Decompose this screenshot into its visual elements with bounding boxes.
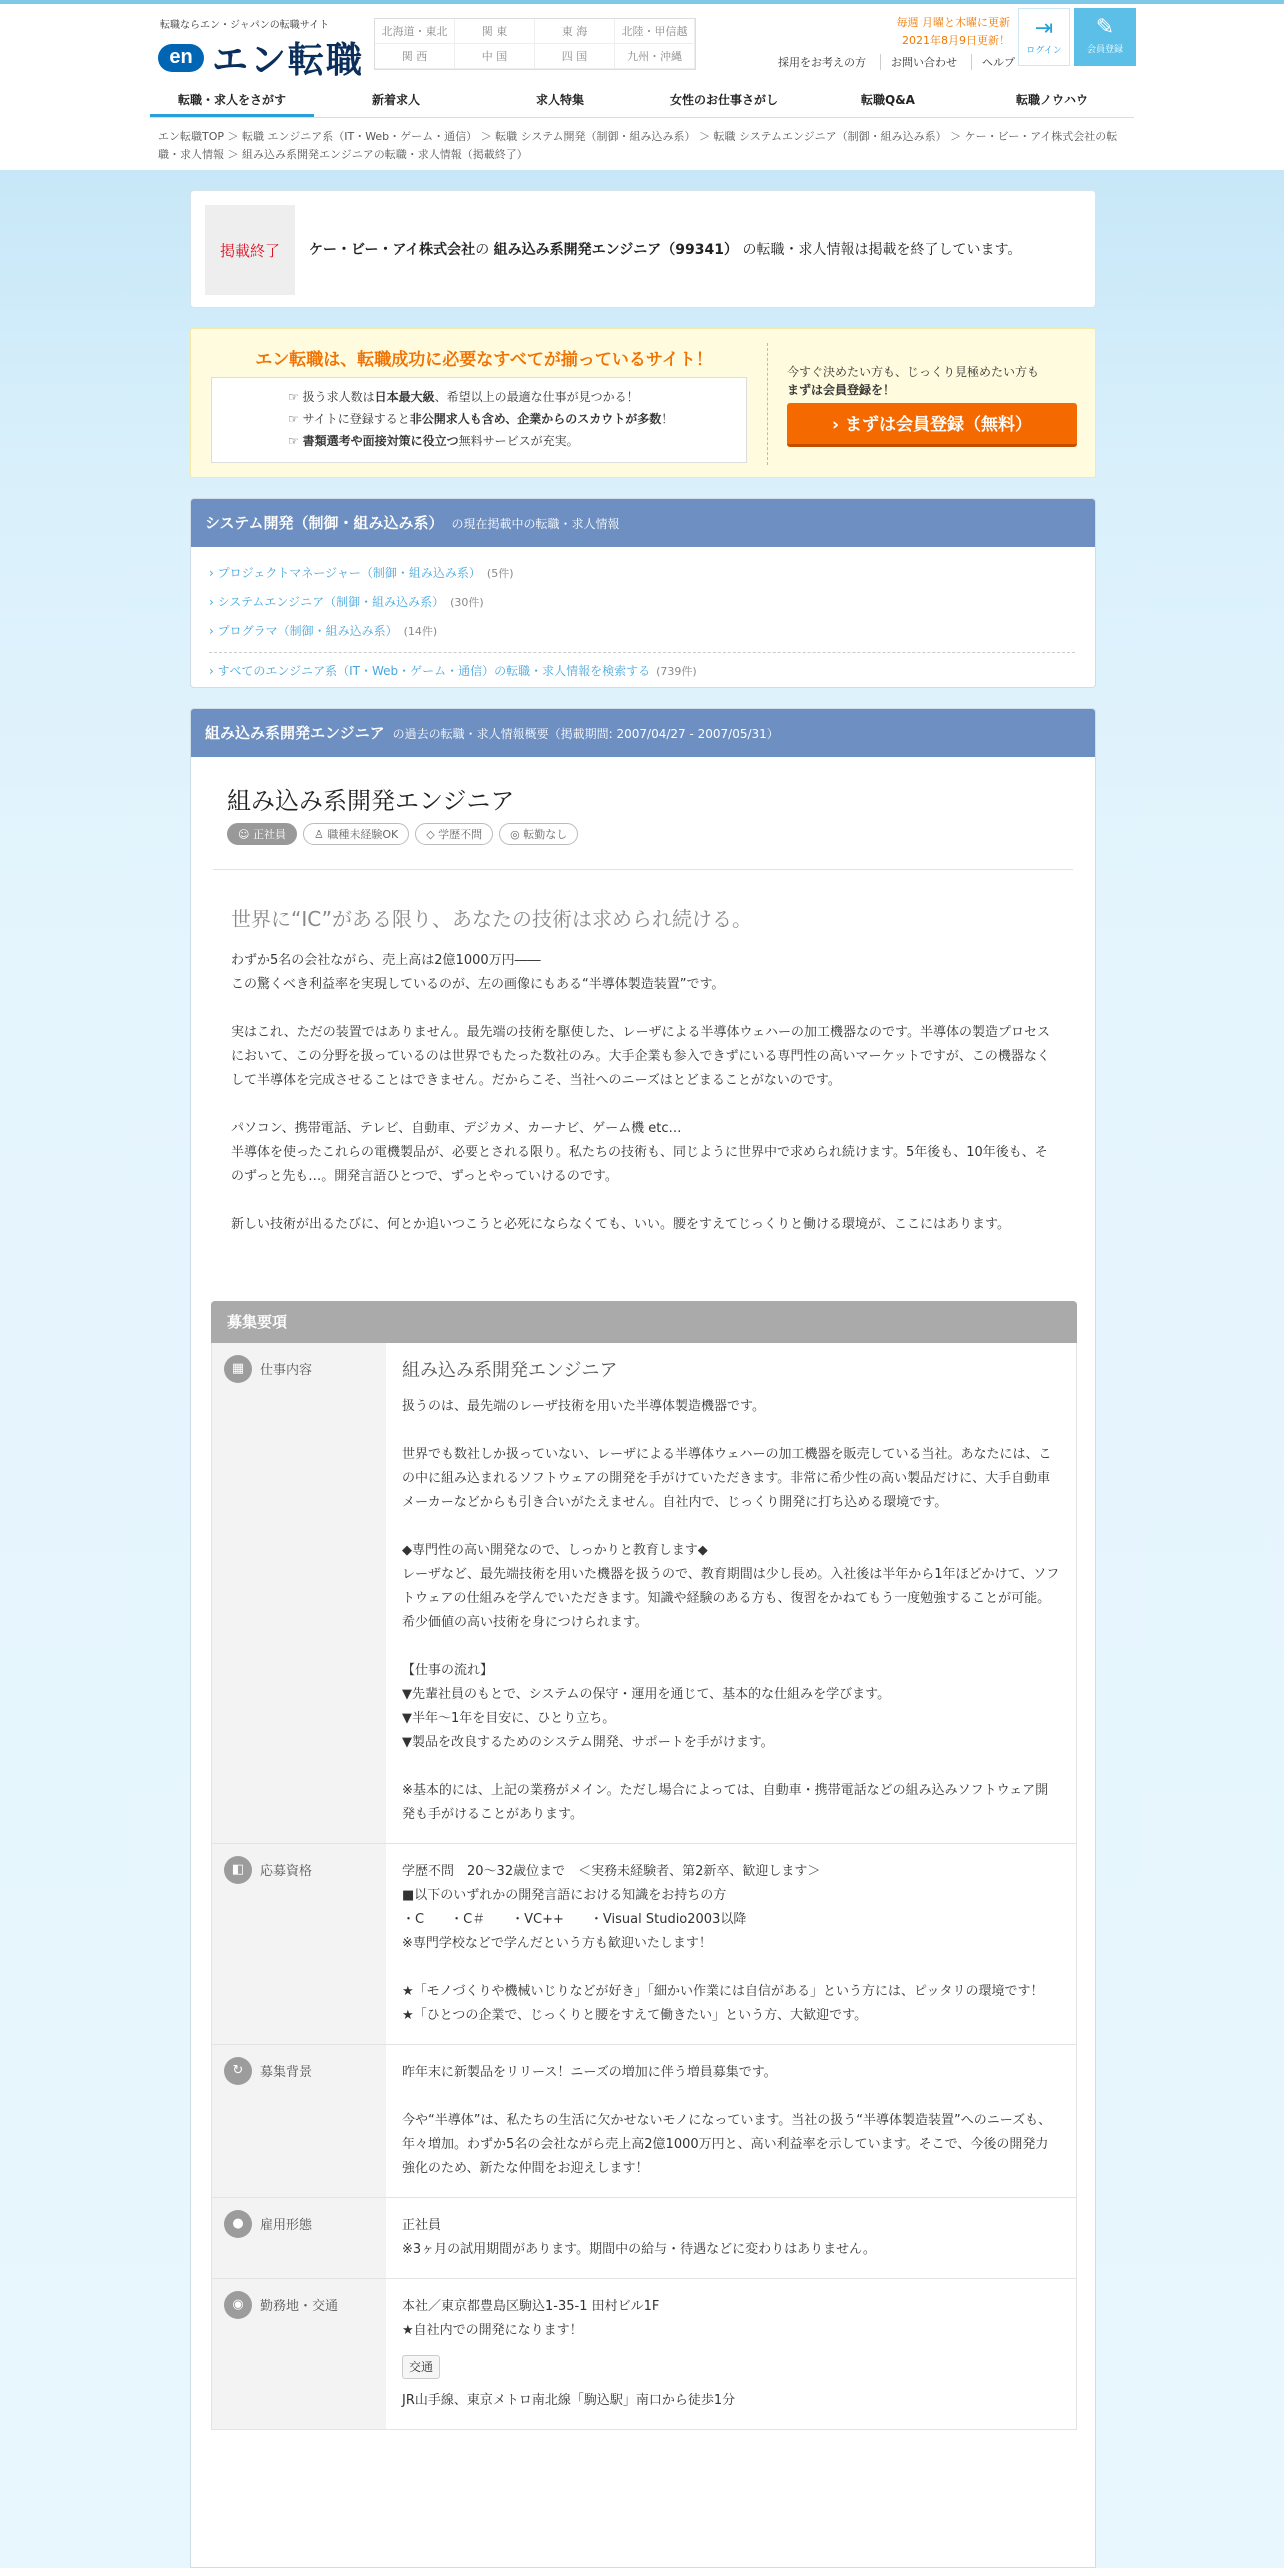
- intro-paragraph: 実はこれ、ただの装置ではありません。最先端の技術を駆使した、レーザによる半導体ウェハーの加工機器なのです。半導体の製造プロセスにおいて、この分野を扱っているのは世界でもたった数社のみ。大手企業も参入できずにいる専門性の高いマーケットですが、この機器なくして半導体を完成させることはできません。だからこそ、当社へのニーズはとどまることがないのです。: [231, 1025, 1051, 1088]
- req-label-text: 募集背景: [260, 2065, 313, 2080]
- intro-paragraph: わずか5名の会社ながら、売上高は2億1000万円―― この驚くべき利益率を実現しているのが、左の画像にもある“半導体製造装置”です。: [231, 953, 725, 992]
- nav-qa[interactable]: 転職Q&A: [861, 93, 915, 107]
- map-pin-icon: ◉: [224, 2291, 252, 2319]
- category-link[interactable]: › プログラマ（制御・組み込み系） (14件): [209, 624, 438, 638]
- region-link[interactable]: 四 国: [535, 44, 615, 69]
- employer-link[interactable]: 採用をお考えの方: [778, 56, 866, 69]
- register-label: 会員登録: [1086, 45, 1123, 55]
- tag-fulltime: ☺ 正社員: [227, 823, 297, 845]
- category-link[interactable]: › システムエンジニア（制御・組み込み系） (30件): [209, 595, 484, 609]
- req-paragraph: ★「モノづくりや機械いじりなどが好き」「細かい作業には自信がある」という方には、ピッタリの環境です！ ★「ひとつの企業で、じっくりと腰をすえて働きたい」という方、大歓迎です。: [402, 1984, 1044, 2023]
- category-box: [190, 498, 1096, 688]
- closed-message: [309, 239, 1021, 259]
- job-catchphrase: 世界に“IC”がある限り、あなたの技術は求められ続ける。: [231, 907, 752, 931]
- traffic-info: JR山手線、東京メトロ南北線「駒込駅」南口から徒歩1分: [402, 2393, 736, 2408]
- position-name: 組み込み系開発エンジニア（99341）: [493, 242, 738, 258]
- intro-paragraph: 新しい技術が出るたびに、何とか追いつこうと必死にならなくても、いい。腰をすえてじっくりと働ける環境が、ここにはあります。: [231, 1217, 1010, 1232]
- nav-knowhow[interactable]: 転職ノウハウ: [1015, 93, 1088, 107]
- pencil-icon: ✎: [1095, 15, 1115, 40]
- req-label: [212, 2045, 386, 2197]
- tag-no-transfer: ◎ 転勤なし: [499, 823, 578, 845]
- logo-text: エン転職: [212, 40, 365, 81]
- req-paragraph: ◆専門性の高い開発なので、しっかりと教育します◆ レーザなど、最先端技術を用いた機器を扱うので、教育期間は少し長め。入社後は半年から1年ほどかけて、ソフトウェアの仕組みを学んでいただきます。知識や経験のある方も、復習をかねてもう一度勉強することが可能。希少価値の高い技術を身につけられます。: [402, 1543, 1060, 1630]
- tag-inexperienced-ok: ♙ 職種未経験OK: [303, 823, 409, 845]
- req-paragraph: 今や“半導体”は、私たちの生活に欠かせないモノになっています。当社の扱う“半導体製造装置”へのニーズも、年々増加。わずか5名の会社ながら売上高2億1000万円と、高い利益率を示しています。そこで、今後の開発力強化のため、新たな仲間をお迎えします！: [402, 2113, 1052, 2176]
- job-header-title: 組み込み系開発エンジニア: [205, 724, 385, 742]
- req-body: [386, 2198, 1076, 2278]
- nav-features[interactable]: 求人特集: [535, 93, 584, 107]
- requirements-header: 募集要項: [211, 1301, 1077, 1343]
- site-header: [0, 4, 1284, 84]
- job-header: [191, 709, 1095, 757]
- logo-mark: en: [158, 44, 204, 72]
- category-divider: [209, 652, 1075, 653]
- region-link[interactable]: 関 西: [375, 44, 455, 69]
- category-title: システム開発（制御・組み込み系）: [205, 514, 444, 532]
- req-body: [386, 2045, 1076, 2197]
- job-header-period: の過去の転職・求人情報概要（掲載期間: 2007/04/27 - 2007/05/31）: [392, 727, 779, 741]
- refresh-icon: ↻: [224, 2057, 252, 2085]
- region-link[interactable]: 北海道・東北: [375, 19, 455, 44]
- contact-link[interactable]: お問い合わせ: [880, 54, 957, 70]
- req-body: [386, 2279, 1076, 2429]
- login-button[interactable]: [1018, 8, 1070, 66]
- site-logo[interactable]: [158, 32, 364, 83]
- job-title: 組み込み系開発エンジニア: [227, 787, 515, 815]
- closed-badge: 掲載終了: [205, 205, 295, 295]
- closed-tail: の転職・求人情報は掲載を終了しています。: [742, 242, 1022, 258]
- req-paragraph: 【仕事の流れ】 ▼先輩社員のもとで、システムの保守・運用を通じて、基本的な仕組みを学びます。 ▼半年～1年を目安に、ひとり立ち。 ▼製品を改良するためのシステム開発、サポートを手がけます。: [402, 1663, 891, 1750]
- category-link[interactable]: › プロジェクトマネージャー（制御・組み込み系） (5件): [209, 566, 514, 580]
- req-heading: 組み込み系開発エンジニア: [402, 1360, 618, 1381]
- req-row-location: [212, 2279, 1076, 2430]
- site-tagline: 転職ならエン・ジャパンの転職サイト: [160, 20, 330, 31]
- region-link[interactable]: 北陸・甲信越: [615, 19, 695, 44]
- briefcase-icon: ▦: [224, 1355, 252, 1383]
- help-link[interactable]: ヘルプ: [971, 54, 1015, 70]
- login-icon: ⇥: [1034, 16, 1054, 41]
- promo-right-line: 今すぐ決めたい方も、じっくり見極めたい方も: [787, 365, 1040, 379]
- req-row-background: [212, 2045, 1076, 2198]
- nav-search-jobs[interactable]: 転職・求人をさがす: [150, 84, 314, 117]
- nav-new-jobs[interactable]: 新着求人: [371, 93, 420, 107]
- req-body: [386, 1343, 1076, 1843]
- promo-points: [211, 377, 747, 463]
- category-header: [191, 499, 1095, 547]
- bookmark-icon: ◧: [224, 1856, 252, 1884]
- update-notice: [890, 14, 1010, 50]
- search-all-link[interactable]: › すべてのエンジニア系（IT・Web・ゲーム・通信）の転職・求人情報を検索する (739件): [209, 664, 697, 678]
- job-divider: [213, 869, 1073, 870]
- promo-right-text: [787, 363, 1039, 399]
- req-label: [212, 2198, 386, 2278]
- req-row-employment: [212, 2198, 1076, 2279]
- promo-divider: [767, 343, 768, 465]
- region-link[interactable]: 東 海: [535, 19, 615, 44]
- job-detail: [190, 708, 1096, 2568]
- req-paragraph: 扱うのは、最先端のレーザ技術を用いた半導体製造機器です。: [402, 1399, 765, 1414]
- req-paragraph: 世界でも数社しか扱っていない、レーザによる半導体ウェハーの加工機器を販売している当社。あなたには、この中に組み込まれるソフトウェアの開発を手がけていただきます。非常に希少性の高い製品だけに、大手自動車メーカーなどからも引き合いがたえません。自社内で、じっくり開発に打ち込める環境です。: [402, 1447, 1052, 1510]
- closed-particle: の: [475, 242, 490, 258]
- req-label-text: 勤務地・交通: [260, 2299, 339, 2314]
- region-selector: [374, 18, 696, 70]
- signup-promo: [190, 328, 1096, 478]
- traffic-badge: 交通: [402, 2355, 440, 2379]
- company-name: ケー・ビー・アイ株式会社: [309, 242, 476, 258]
- requirements-table: [211, 1343, 1077, 2430]
- promo-point: ☞ 書類選考や面接対策に役立つ無料サービスが充実。: [288, 434, 579, 448]
- promo-right-emphasis: まずは会員登録を！: [787, 383, 896, 397]
- signup-cta-button[interactable]: › まずは会員登録（無料）: [787, 403, 1077, 447]
- promo-point: ☞ 扱う求人数は日本最大級、希望以上の最適な仕事が見つかる！: [288, 390, 639, 404]
- req-body: [386, 1844, 1076, 2044]
- job-intro: [231, 949, 1051, 1261]
- global-nav: [150, 84, 1134, 118]
- closed-notice: [190, 190, 1096, 308]
- update-schedule: 毎週 月曜と木曜に更新: [896, 16, 1010, 29]
- update-date: 2021年8月9日更新！: [902, 34, 1010, 47]
- req-paragraph: 昨年末に新製品をリリース！ニーズの増加に伴う増員募集です。: [402, 2065, 777, 2080]
- register-button[interactable]: [1074, 8, 1136, 66]
- req-paragraph: 正社員 ※3ヶ月の試用期間があります。期間中の給与・待遇などに変わりはありません。: [402, 2218, 876, 2257]
- header-sublinks: [778, 54, 1015, 70]
- promo-title: エン転職は、転職成功に必要なすべてが揃っているサイト！: [255, 350, 713, 370]
- region-link[interactable]: 中 国: [455, 44, 535, 69]
- req-label-text: 雇用形態: [260, 2218, 313, 2233]
- req-paragraph: 本社／東京都豊島区駒込1-35-1 田村ビル1F ★自社内での開発になります！: [402, 2299, 660, 2338]
- person-icon: ●: [224, 2210, 252, 2238]
- category-list: [191, 547, 1095, 686]
- req-row-job-content: [212, 1343, 1076, 1844]
- nav-women-jobs[interactable]: 女性のお仕事さがし: [669, 93, 778, 107]
- category-subtitle: の現在掲載中の転職・求人情報: [451, 517, 620, 531]
- req-paragraph: ※基本的には、上記の業務がメイン。ただし場合によっては、自動車・携帯電話などの組み込みソフトウェア開発も手がけることがあります。: [402, 1783, 1049, 1822]
- req-paragraph: 学歴不問 20～32歳位まで ＜実務未経験者、第2新卒、歓迎します＞ ■以下のいずれかの開発言語における知識をお持ちの方 ・C ・C＃ ・VC++ ・Visual Studio2003以降 ※専門学校などで学んだという方も歓迎いたします！: [402, 1864, 821, 1951]
- req-label: [212, 1844, 386, 2044]
- login-label: ログイン: [1026, 46, 1062, 56]
- req-label-text: 仕事内容: [260, 1363, 313, 1378]
- region-link[interactable]: 関 東: [455, 19, 535, 44]
- req-row-qualifications: [212, 1844, 1076, 2045]
- job-tags: [227, 823, 578, 845]
- tag-education-any: ◇ 学歴不問: [415, 823, 493, 845]
- req-label: [212, 1343, 386, 1843]
- promo-point: ☞ サイトに登録すると非公開求人も含め、企業からのスカウトが多数！: [288, 412, 674, 426]
- intro-paragraph: パソコン、携帯電話、テレビ、自動車、デジカメ、カーナビ、ゲーム機 etc… 半導体を使ったこれらの電機製品が、必要とされる限り。私たちの技術も、同じように世界中で求められ続けます。5年後も、10年後も、そのずっと先も…。開発言語ひとつで、ずっとやっていけるのです。: [231, 1121, 1048, 1184]
- req-label-text: 応募資格: [260, 1864, 313, 1879]
- breadcrumb[interactable]: エン転職TOP ＞ 転職 エンジニア系（IT・Web・ゲーム・通信） ＞ 転職 システム開発（制御・組み込み系） ＞ 転職 システムエンジニア（制御・組み込み系） ＞ ケー・ビー・アイ株式会社の転職・求人情報 ＞ 組み込み系開発エンジニアの転職・求人情報（掲載終了）: [0, 118, 1130, 170]
- req-label: [212, 2279, 386, 2429]
- region-link[interactable]: 九州・沖縄: [615, 44, 695, 69]
